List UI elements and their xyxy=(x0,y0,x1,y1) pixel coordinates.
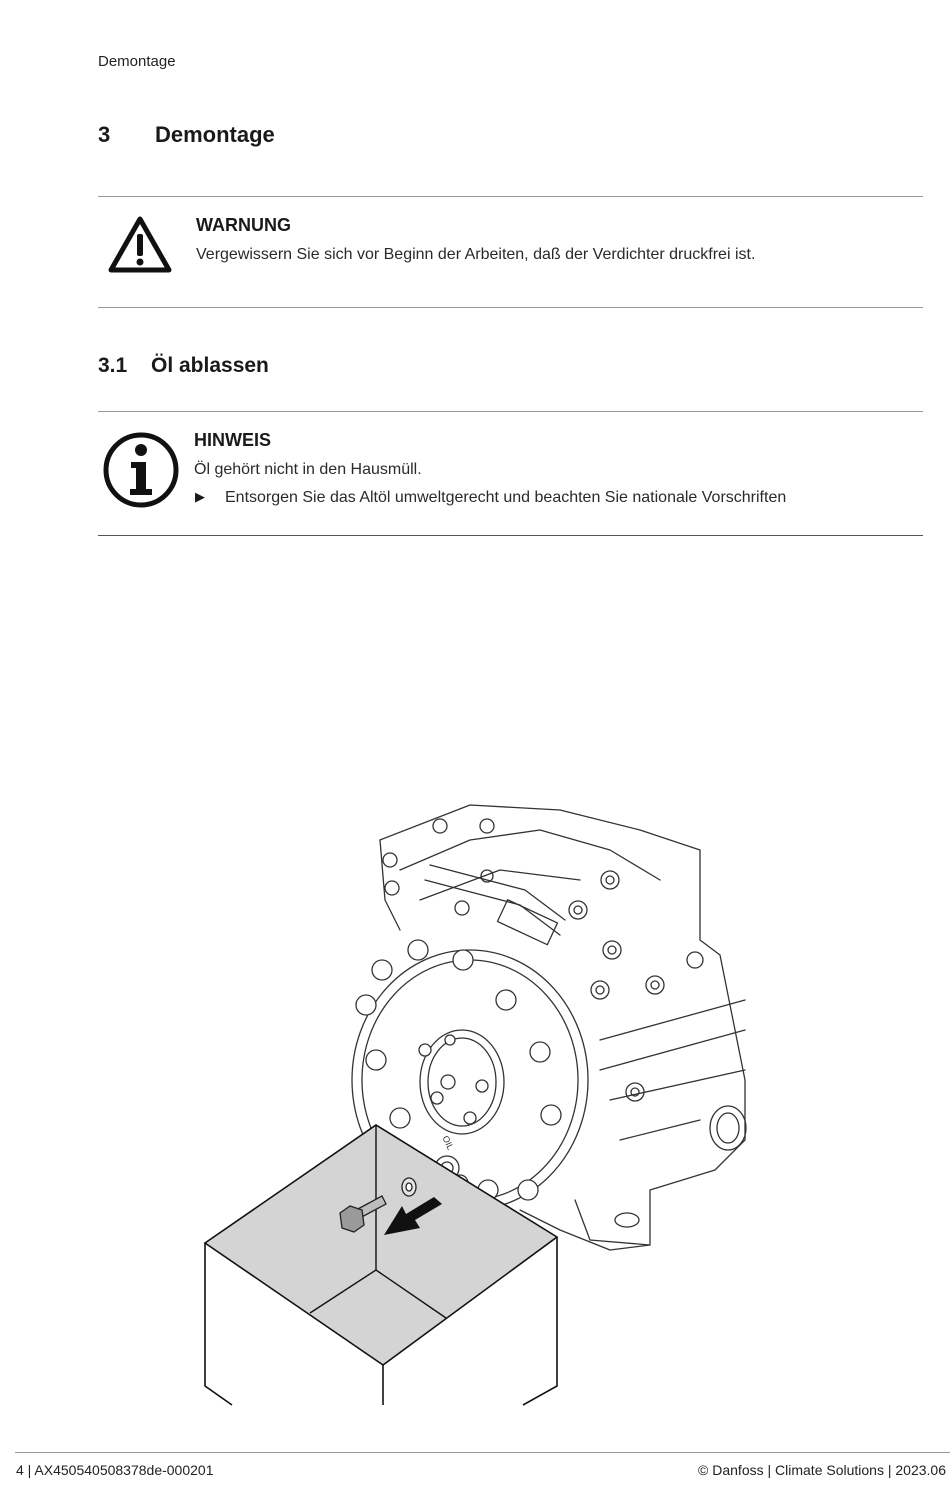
warning-triangle-icon xyxy=(107,214,173,274)
warning-title: WARNUNG xyxy=(196,215,291,235)
notice-bullet-text: Entsorgen Sie das Altöl umweltgerecht und beachten Sie nationale Vorschriften xyxy=(225,489,787,506)
oil-drain-illustration xyxy=(195,800,755,1410)
notice-top-rule xyxy=(98,411,923,412)
notice-title: HINWEIS xyxy=(194,430,272,450)
warning-text: Vergewissern Sie sich vor Beginn der Arbeiten, daß der Verdichter druckfrei ist. xyxy=(196,246,756,263)
bullet-marker-icon: ▶ xyxy=(195,489,205,504)
subsection-number: 3.1 xyxy=(98,354,128,377)
warning-top-rule xyxy=(98,196,923,197)
section-number: 3 xyxy=(98,122,111,147)
footer-copyright: © Danfoss | Climate Solutions | 2023.06 xyxy=(698,1462,946,1478)
subsection-title: Öl ablassen xyxy=(151,354,269,377)
warning-bottom-rule xyxy=(98,307,923,308)
section-title: Demontage xyxy=(155,122,275,147)
section-heading xyxy=(98,122,275,148)
footer-doc-number: 4 | AX450540508378de-000201 xyxy=(16,1462,214,1478)
oil-engraving-label: OIL xyxy=(440,1134,456,1152)
running-header: Demontage xyxy=(98,53,176,70)
notice-text: Öl gehört nicht in den Hausmüll. xyxy=(194,461,422,478)
subsection-heading xyxy=(98,354,269,378)
info-icon xyxy=(101,431,181,509)
notice-bottom-rule xyxy=(98,535,923,536)
footer-rule xyxy=(15,1452,950,1453)
